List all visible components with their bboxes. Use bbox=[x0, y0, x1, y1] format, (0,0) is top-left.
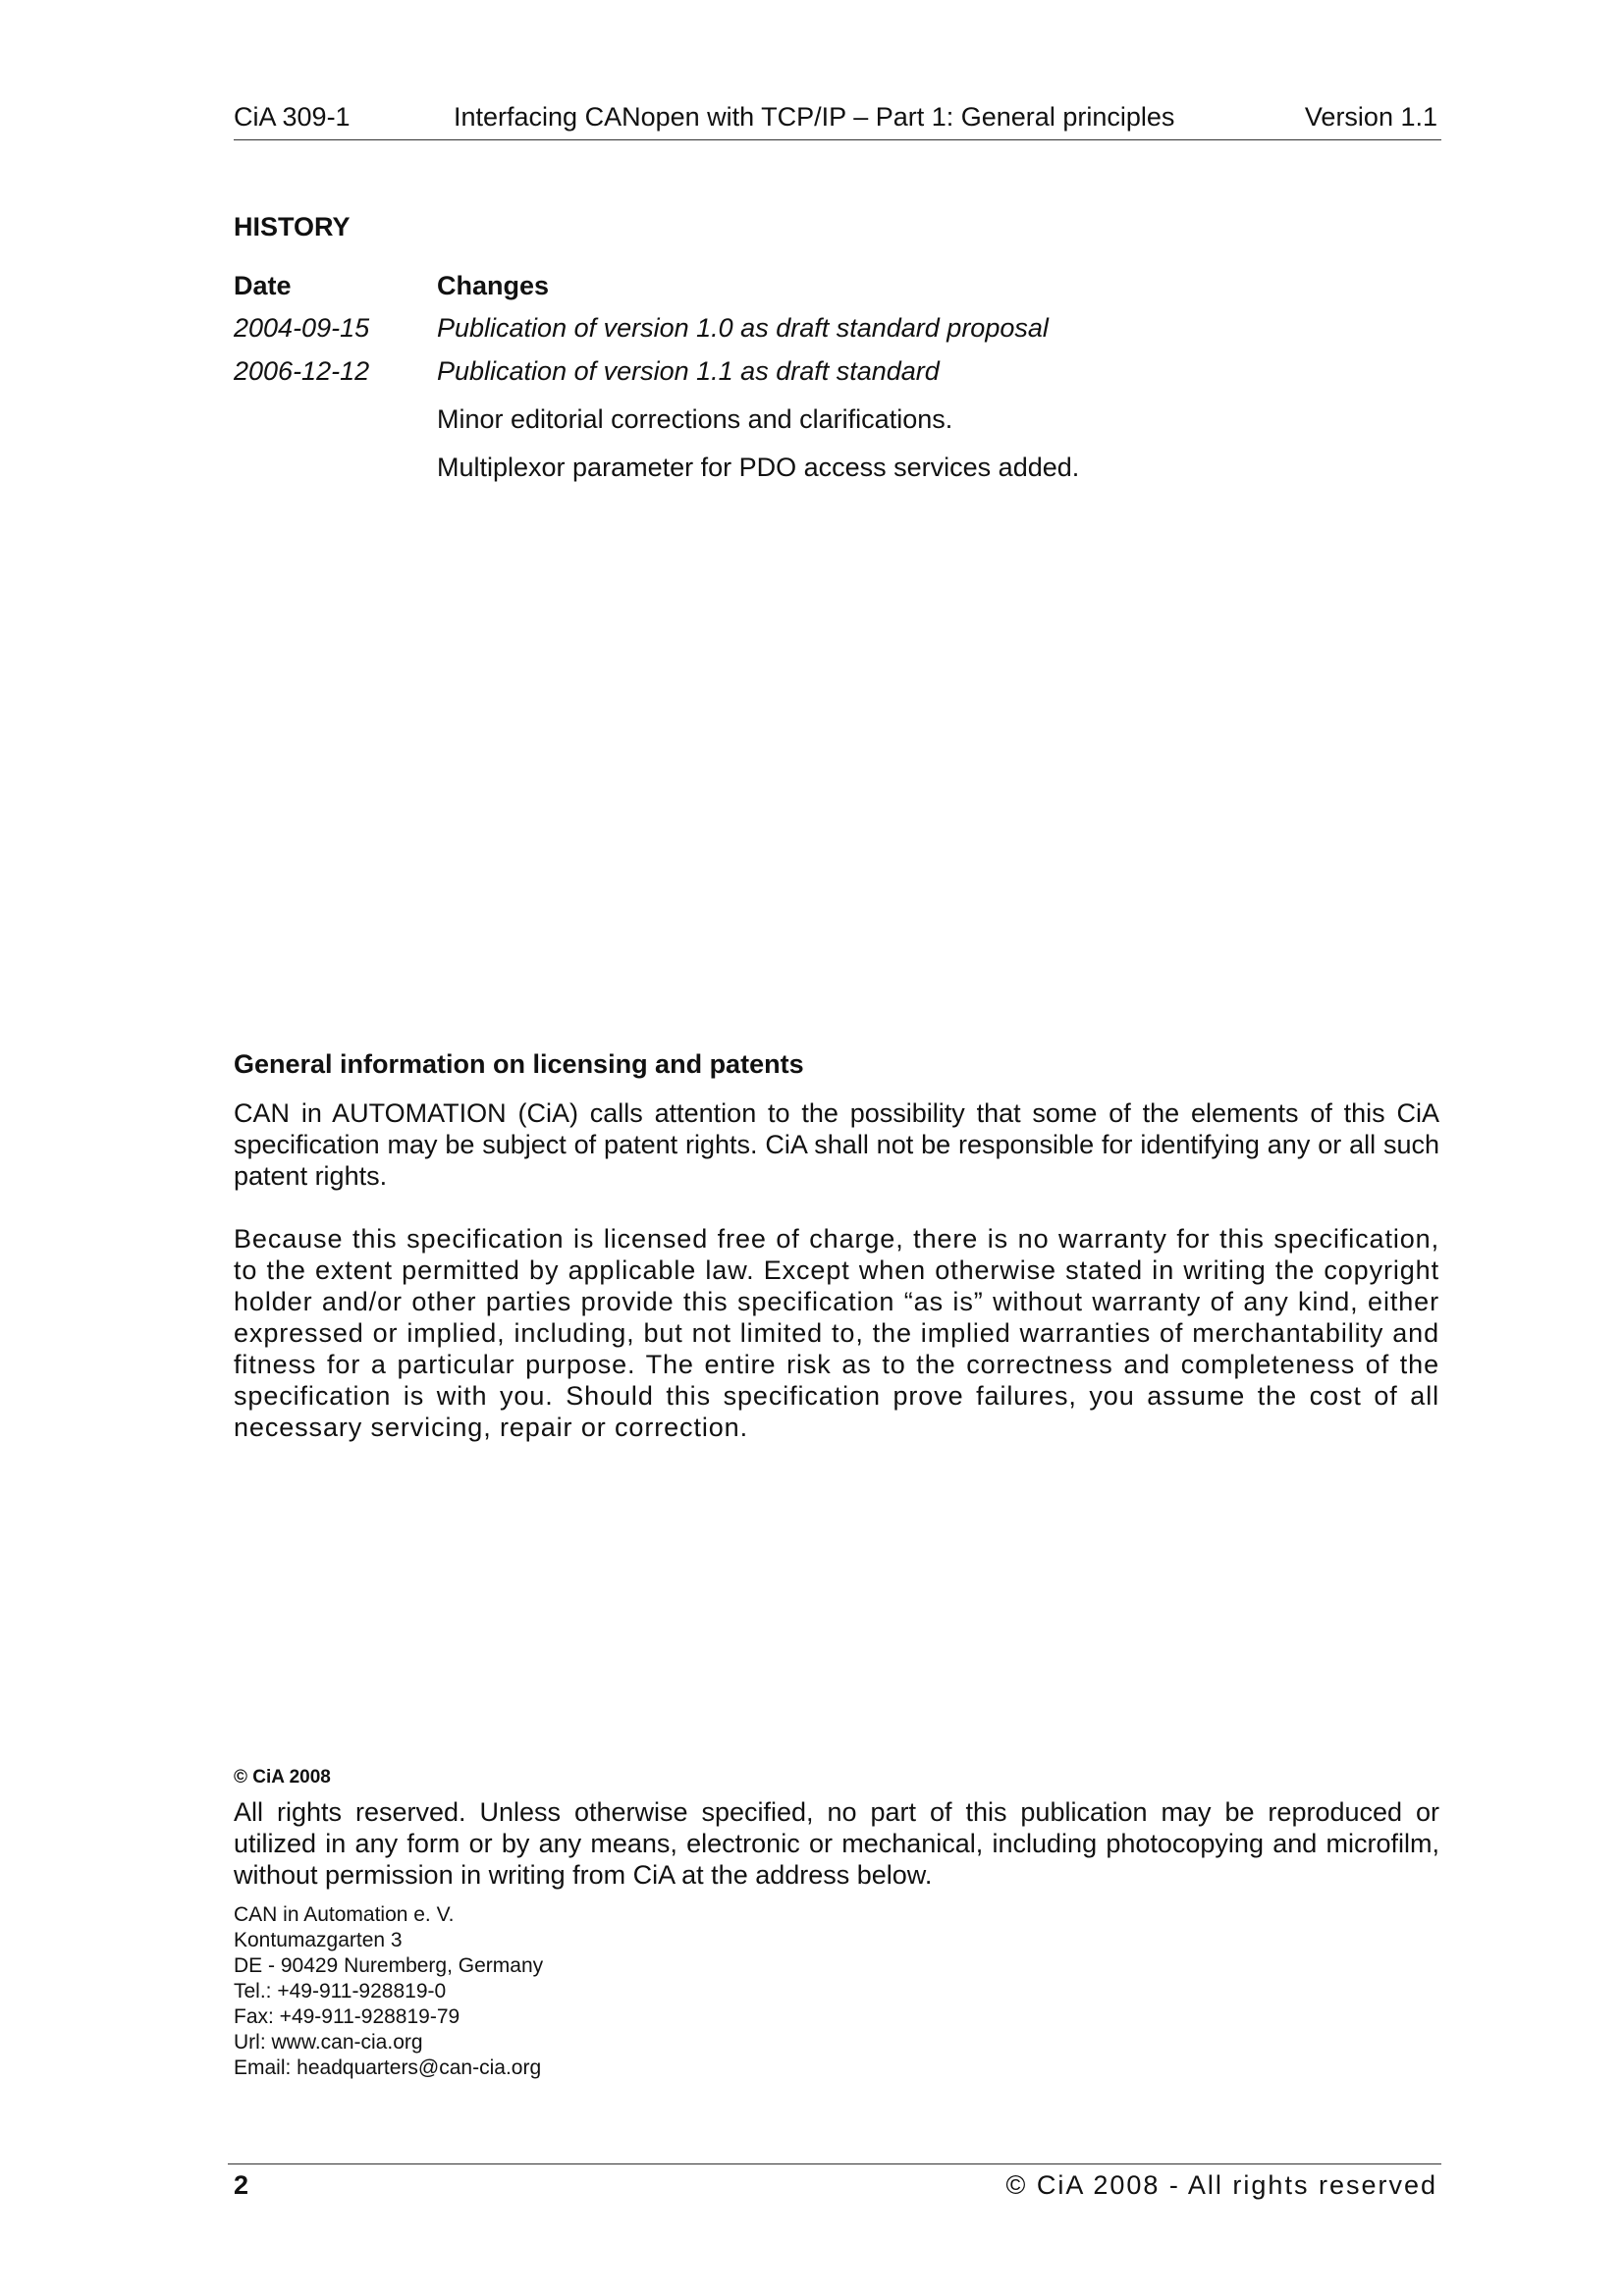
address-line: Url: www.can-cia.org bbox=[234, 2031, 423, 2054]
history-col-date: Date bbox=[234, 271, 292, 300]
header-title: Interfacing CANopen with TCP/IP – Part 1: General principles bbox=[454, 102, 1175, 132]
history-row-date: 2004-09-15 bbox=[234, 313, 370, 343]
history-col-changes: Changes bbox=[437, 271, 550, 300]
history-row-change: Publication of version 1.0 as draft standard proposal bbox=[437, 313, 1049, 343]
history-row-change: Publication of version 1.1 as draft standard bbox=[437, 356, 940, 386]
licensing-heading: General information on licensing and patents bbox=[234, 1049, 804, 1079]
history-note: Multiplexor parameter for PDO access services added. bbox=[437, 453, 1080, 482]
header-version: Version 1.1 bbox=[1304, 102, 1437, 132]
header-doc-id: CiA 309-1 bbox=[234, 102, 351, 132]
address-line: Kontumazgarten 3 bbox=[234, 1929, 403, 1951]
footer-copyright: © CiA 2008 - All rights reserved bbox=[1005, 2170, 1437, 2200]
licensing-paragraph-warranty: Because this specification is licensed free of charge, there is no warranty for this specification, to the extent permitted by applicable law. Except when otherwise stated in writing the copyright holder and/or other parties provide this specification “as is” without warranty of any kind, either expressed or implied, including, but not limited to, the implied warranties of merchantability and fitness for a particular purpose. The entire risk as to the correctness and completeness of the specification is with you. Should this specification prove failures, you assume the cost of all necessary servicing, repair or correction. bbox=[234, 1224, 1439, 1442]
history-heading: HISTORY bbox=[234, 212, 351, 241]
page-number: 2 bbox=[234, 2170, 249, 2200]
address-line: CAN in Automation e. V. bbox=[234, 1903, 455, 1926]
address-line: Tel.: +49-911-928819-0 bbox=[234, 1980, 447, 2002]
address-line: Email: headquarters@can-cia.org bbox=[234, 2056, 542, 2079]
address-line: Fax: +49-911-928819-79 bbox=[234, 2005, 460, 2028]
licensing-paragraph-patents: CAN in AUTOMATION (CiA) calls attention to the possibility that some of the elements of this CiA specification may be subject of patent rights. CiA shall not be responsible for identifying any or all such patent rights. bbox=[234, 1098, 1439, 1191]
copyright-heading: © CiA 2008 bbox=[234, 1767, 331, 1788]
history-row-date: 2006-12-12 bbox=[234, 356, 370, 386]
page-header bbox=[234, 102, 1441, 140]
address-line: DE - 90429 Nuremberg, Germany bbox=[234, 1954, 544, 1977]
page-footer bbox=[228, 2163, 1441, 2204]
contact-address bbox=[234, 1902, 543, 2081]
rights-paragraph: All rights reserved. Unless otherwise specified, no part of this publication may be reproduced or utilized in any form or by any means, electronic or mechanical, including photocopying and microfilm, without permission in writing from CiA at the address below. bbox=[234, 1797, 1439, 1890]
history-note: Minor editorial corrections and clarifications. bbox=[437, 404, 953, 434]
